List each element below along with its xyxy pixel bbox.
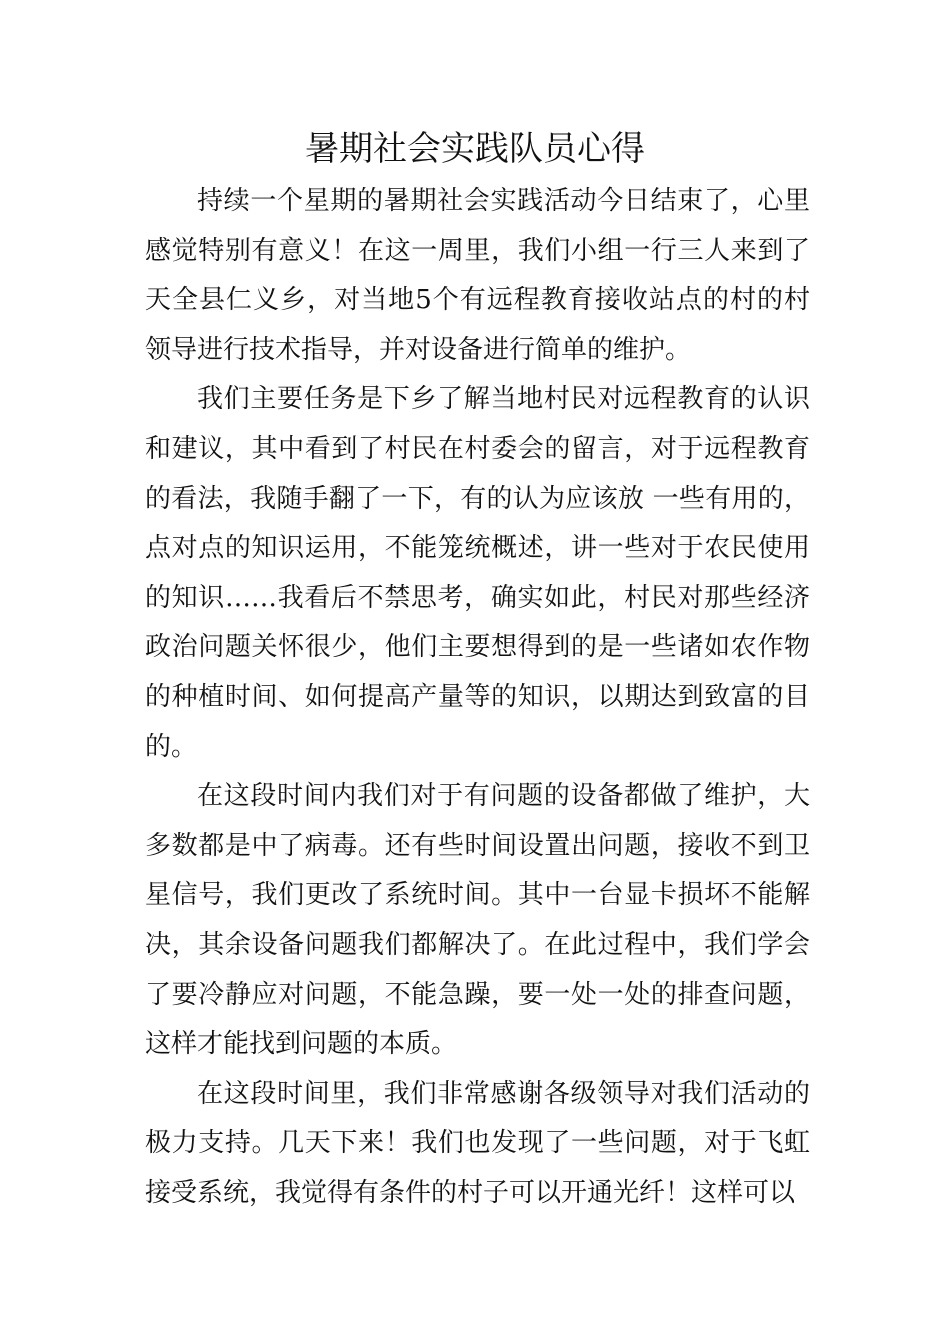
paragraph-3: 在这段时间内我们对于有问题的设备都做了维护，大多数都是中了病毒。还有些时间设置出问题，接收不到卫星信号，我们更改了系统时间。其中一台显卡损坏不能解决，其余设备问题我们都解决了。在此过程中，我们学会了要冷静应对问题，不能急躁，要一处一处的排查问题，这样才能找到问题的本质。 <box>145 781 810 1060</box>
document-title: 暑期社会实践队员心得 <box>305 129 645 169</box>
paragraph-1: 持续一个星期的暑期社会实践活动今日结束了，心里感觉特别有意义！在这一周里，我们小组一行三人来到了天全县仁义乡，对当地5个有远程教育接收站点的村的村领导进行技术指导，并对设备进行简单的维护。 <box>145 186 810 365</box>
paragraph-2: 我们主要任务是下乡了解当地村民对远程教育的认识和建议，其中看到了村民在村委会的留言，对于远程教育的看法，我随手翻了一下，有的认为应该放 一些有用的，点对点的知识运用，不能笼统概述，讲一些对于农民使用的知识……我看后不禁思考，确实如此，村民对那些经济政治问题关怀很少，他们主要想得到的是一些诸如农作物的种植时间、如何提高产量等的知识，以期达到致富的目的。 <box>145 384 810 762</box>
paragraph-4: 在这段时间里，我们非常感谢各级领导对我们活动的极力支持。几天下来！我们也发现了一些问题，对于飞虹接受系统，我觉得有条件的村子可以开通光纤！这样可以 <box>145 1078 810 1208</box>
document-body <box>145 177 810 1218</box>
